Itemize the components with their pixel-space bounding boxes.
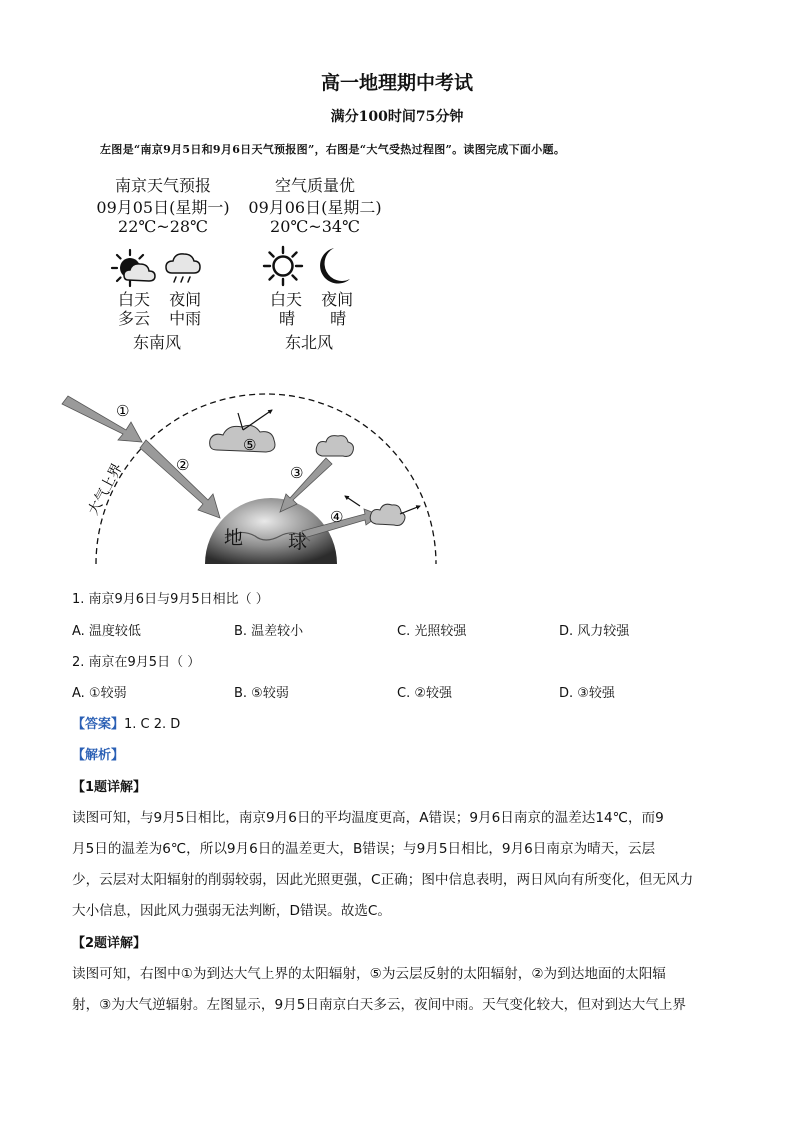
forecast-day1: [88, 176, 238, 236]
day1-wind: 东南风: [133, 333, 182, 352]
marker-5: ⑤: [243, 436, 257, 454]
analysis-label: 【解析】: [72, 748, 125, 763]
day1-weather: [118, 306, 201, 329]
day2-night-label: 夜间: [321, 290, 354, 309]
q1-analysis-title: 【1题详解】: [72, 780, 147, 795]
forecast-day2-date: 09月06日(星期二): [248, 198, 382, 217]
q1-option-d[interactable]: D. 风力较强: [559, 624, 630, 639]
q1-analysis-line-4: 大小信息，因此风力强弱无法判断，D错误。故选C。: [72, 903, 392, 919]
crescent-moon-icon: [320, 248, 350, 284]
day2-wind: 东北风: [285, 333, 334, 352]
arrow-1: [62, 396, 142, 442]
day2-night-weather: 晴: [330, 309, 347, 328]
q1-option-c[interactable]: C. 光照较强: [397, 624, 467, 639]
q2-option-c[interactable]: C. ②较强: [397, 686, 452, 701]
q2-analysis-line-1: 读图可知，右图中①为到达大气上界的太阳辐射，⑤为云层反射的太阳辐射，②为到达地面的太阳辐: [72, 966, 666, 982]
sun-icon: [264, 247, 302, 285]
answer-label: 【答案】: [72, 717, 125, 732]
q2-option-a[interactable]: A. ①较弱: [72, 686, 127, 701]
q1-analysis-line-3: 少，云层对太阳辐射的削弱较弱，因此光照更强，C正确；图中信息表明，两日风向有所变化，但无风力: [72, 872, 694, 888]
marker-1: ①: [116, 402, 130, 420]
rain-cloud-icon: [166, 254, 200, 282]
marker-4: ④: [330, 508, 344, 526]
answer-text: 1. C 2. D: [124, 717, 181, 732]
forecast-title-left: 南京天气预报: [114, 176, 211, 195]
arrow-3: [280, 458, 332, 512]
exam-title: 高一地理期中考试: [320, 72, 473, 94]
day2-day-weather: 晴: [279, 309, 296, 328]
arrow-2: [140, 440, 220, 518]
forecast-day1-temp: 22℃~28℃: [118, 217, 208, 236]
marker-3: ③: [290, 464, 304, 482]
cloud-4: [302, 496, 420, 538]
q2-analysis-title: 【2题详解】: [72, 936, 147, 951]
earth-label-2: 球: [288, 531, 308, 553]
forecast-day2-temp: 20℃~34℃: [270, 217, 360, 236]
day1-icons: [110, 248, 210, 288]
upper-atmosphere-label: 大气上界: [85, 460, 126, 518]
exam-subtitle: 满分100时间75分钟: [330, 109, 464, 125]
q1-option-b[interactable]: B. 温差较小: [234, 624, 304, 639]
intro-text: 左图是“南京9月5日和9月6日天气预报图”，右图是“大气受热过程图”。读图完成下面小题。: [100, 143, 566, 156]
q2-option-d[interactable]: D. ③较强: [559, 686, 615, 701]
forecast-day2: [240, 176, 390, 236]
atmosphere-heating-diagram: [60, 388, 440, 568]
question-2-stem: 2. 南京在9月5日（ ）: [72, 655, 201, 670]
day1-night-label: 夜间: [169, 290, 202, 309]
analysis-label-row: [72, 744, 124, 763]
q1-analysis-line-1: 读图可知，与9月5日相比，南京9月6日的平均温度更高，A错误；9月6日南京的温差达14℃，而9: [72, 810, 664, 826]
forecast-title-right: 空气质量优: [274, 176, 355, 195]
day1-day-label: 白天: [118, 290, 151, 309]
partly-cloudy-icon: [112, 250, 155, 286]
earth-label-1: 地: [224, 527, 244, 549]
day1-day-weather: 多云: [118, 309, 151, 328]
q2-option-b[interactable]: B. ⑤较弱: [234, 686, 289, 701]
question-1-stem: 1. 南京9月6日与9月5日相比（ ）: [72, 592, 269, 607]
marker-2: ②: [176, 456, 190, 474]
day1-night-weather: 中雨: [169, 309, 202, 328]
day2-icons: [262, 245, 362, 287]
q1-analysis-line-2: 月5日的温差为6℃，所以9月6日的温差更大，B错误；与9月5日相比，9月6日南京为晴天，云层: [72, 841, 656, 857]
day2-day-label: 白天: [270, 290, 303, 309]
answer-row: [72, 713, 180, 732]
day2-weather: [279, 306, 346, 329]
forecast-day1-date: 09月05日(星期一): [96, 198, 230, 217]
q2-analysis-line-2: 射，③为大气逆辐射。左图显示，9月5日南京白天多云，夜间中雨。天气变化较大，但对到达大气上界: [72, 997, 687, 1013]
q1-option-a[interactable]: A. 温度较低: [72, 624, 141, 639]
